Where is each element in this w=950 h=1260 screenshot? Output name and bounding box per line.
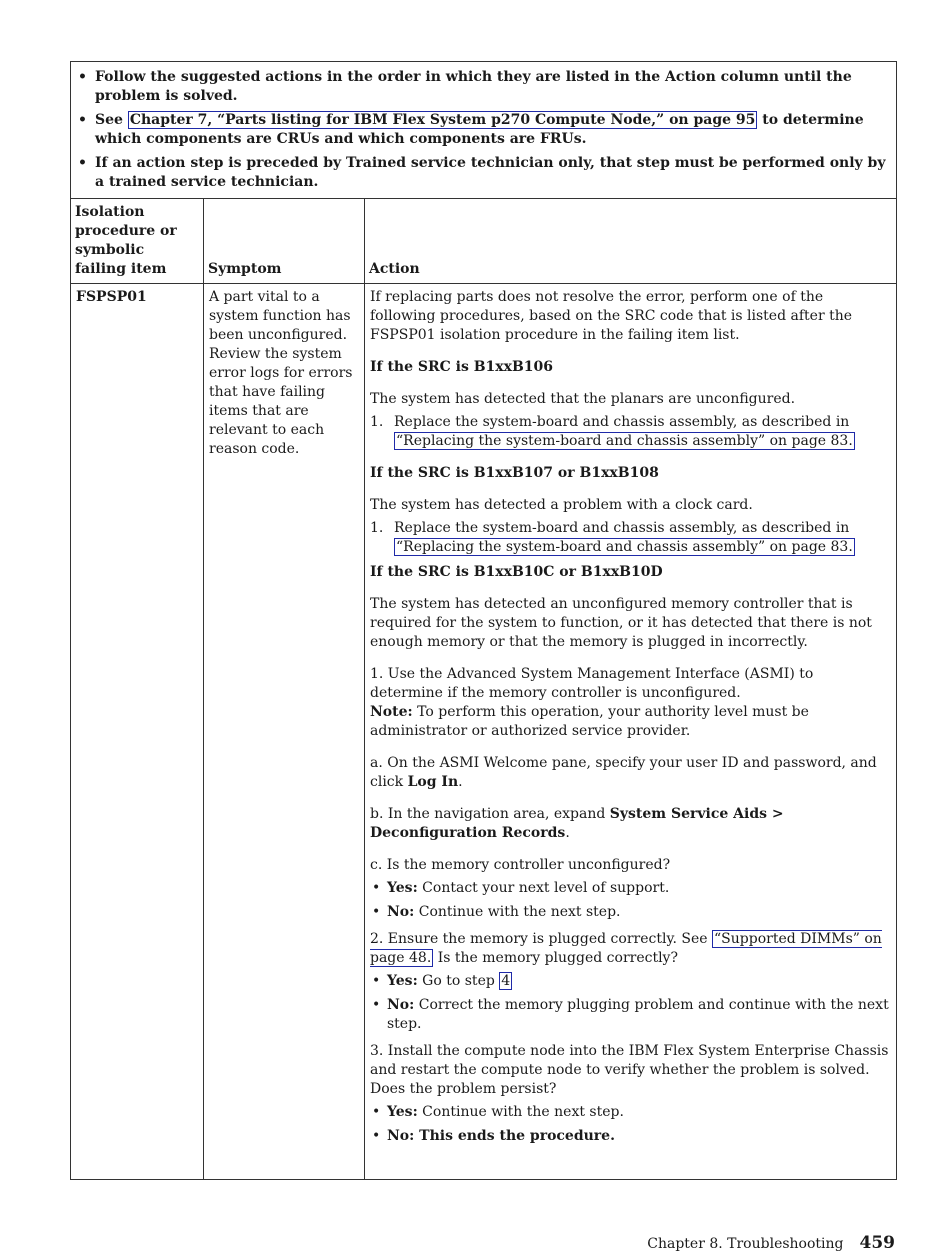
no-label: No: xyxy=(387,904,415,920)
list-item xyxy=(370,1103,890,1122)
yes-label: Yes: xyxy=(387,973,418,989)
list-item xyxy=(370,903,890,922)
header-symptom: Symptom xyxy=(204,199,365,284)
step-2-question: Is the memory plugged correctly? xyxy=(433,950,678,966)
src-description: The system has detected that the planars are unconfigured. xyxy=(370,391,796,407)
table-notes xyxy=(71,62,897,199)
step-a-text: a. On the ASMI Welcome pane, specify your user ID and password, and click xyxy=(370,755,877,790)
note-text: If an action step is preceded by Trained service technician only, that step must be performed only by a trained service technician. xyxy=(95,155,886,190)
note-text: Follow the suggested actions in the order in which they are listed in the Action column until the problem is solved. xyxy=(95,69,852,104)
yes-text: Contact your next level of support. xyxy=(417,880,670,896)
src-description: The system has detected a problem with a clock card. xyxy=(370,497,753,513)
note-body: To perform this operation, your authority level must be administrator or authorized service provider. xyxy=(370,704,809,739)
replacing-system-board-link[interactable]: “Replacing the system-board and chassis assembly” on page 83. xyxy=(396,433,853,449)
bullet: • xyxy=(372,973,381,989)
step-c: c. Is the memory controller unconfigured? xyxy=(370,857,671,873)
action-step xyxy=(370,413,890,451)
bullet: • xyxy=(78,69,87,85)
deconfig-records-path: System Service Aids > Deconfiguration Records xyxy=(370,806,784,841)
step-b-text: b. In the navigation area, expand xyxy=(370,806,610,822)
note-item xyxy=(75,111,888,149)
log-in-label: Log In xyxy=(407,774,459,790)
page-footer xyxy=(647,1233,895,1253)
table-row xyxy=(71,284,897,1180)
chapter-label: Chapter 8. Troubleshooting xyxy=(647,1236,844,1252)
troubleshooting-table xyxy=(70,61,897,1180)
step-text: Replace the system-board and chassis assembly, as described in xyxy=(394,520,850,536)
yes-label: Yes: xyxy=(387,880,418,896)
note-item xyxy=(75,68,888,106)
src-heading: If the SRC is B1xxB106 xyxy=(370,359,554,375)
note-label: Note: xyxy=(370,704,413,720)
header-isolation: Isolation procedure or symbolic failing item xyxy=(71,199,204,284)
step-2 xyxy=(370,930,890,968)
action-intro: If replacing parts does not resolve the error, perform one of the following procedures, based on the SRC code that is listed after the FSPSP01 isolation procedure in the failing item list. xyxy=(370,289,853,343)
chapter-7-link[interactable]: Chapter 7, “Parts listing for IBM Flex System p270 Compute Node,” on page 95 xyxy=(129,112,756,128)
failing-item-cell: FSPSP01 xyxy=(71,284,204,1180)
yes-text: Go to step xyxy=(417,973,500,989)
step-b-end: . xyxy=(565,825,570,841)
step-3: 3. Install the compute node into the IBM Flex System Enterprise Chassis and restart the compute node to verify whether the problem is solved. Does the problem persist? xyxy=(370,1043,889,1097)
header-action: Action xyxy=(365,199,897,284)
note-text: See xyxy=(95,112,128,128)
step-number: 1. xyxy=(370,520,384,536)
list-item xyxy=(370,996,890,1034)
replacing-system-board-link[interactable]: “Replacing the system-board and chassis assembly” on page 83. xyxy=(396,539,853,555)
step-1 xyxy=(370,665,890,741)
list-item xyxy=(370,972,890,991)
src-description: The system has detected an unconfigured memory controller that is required for the system to function, or it has detected that there is not enough memory or that the memory is plugged in incorrectly. xyxy=(370,596,872,650)
list-item xyxy=(370,879,890,898)
step-2-text: 2. Ensure the memory is plugged correctly. See xyxy=(370,931,713,947)
bullet: • xyxy=(78,155,87,171)
no-text: Continue with the next step. xyxy=(414,904,621,920)
supported-dimms-link[interactable]: “Supported DIMMs” on page 48. xyxy=(370,931,882,966)
src-heading: If the SRC is B1xxB107 or B1xxB108 xyxy=(370,465,659,481)
bullet: • xyxy=(372,1104,381,1120)
bullet: • xyxy=(372,1128,381,1144)
src-heading: If the SRC is B1xxB10C or B1xxB10D xyxy=(370,564,663,580)
note-item xyxy=(75,154,888,192)
action-step xyxy=(370,519,890,557)
yes-label: Yes: xyxy=(387,1104,418,1120)
bullet: • xyxy=(372,904,381,920)
step-4-link[interactable]: 4 xyxy=(501,973,511,989)
step-text: Replace the system-board and chassis assembly, as described in xyxy=(394,414,850,430)
header-row xyxy=(71,199,897,284)
action-cell xyxy=(365,284,897,1180)
symptom-cell: A part vital to a system function has been unconfigured. Review the system error logs for errors that have failing items that are relevant to each reason code. xyxy=(204,284,365,1180)
bullet: • xyxy=(78,112,87,128)
page-number: 459 xyxy=(859,1233,895,1253)
bullet: • xyxy=(372,880,381,896)
step-a-end: . xyxy=(458,774,463,790)
step-b xyxy=(370,805,890,843)
bullet: • xyxy=(372,997,381,1013)
end-procedure-text: No: This ends the procedure. xyxy=(387,1128,615,1144)
step-number: 1. xyxy=(370,414,384,430)
no-label: No: xyxy=(387,997,415,1013)
note-text: to determine which components are CRUs and which components are FRUs. xyxy=(95,112,864,147)
step-a xyxy=(370,754,890,792)
step-1-text: 1. Use the Advanced System Management Interface (ASMI) to determine if the memory controller is unconfigured. xyxy=(370,666,814,701)
yes-text: Continue with the next step. xyxy=(417,1104,624,1120)
no-text: Correct the memory plugging problem and continue with the next step. xyxy=(387,997,889,1032)
list-item xyxy=(370,1127,890,1146)
